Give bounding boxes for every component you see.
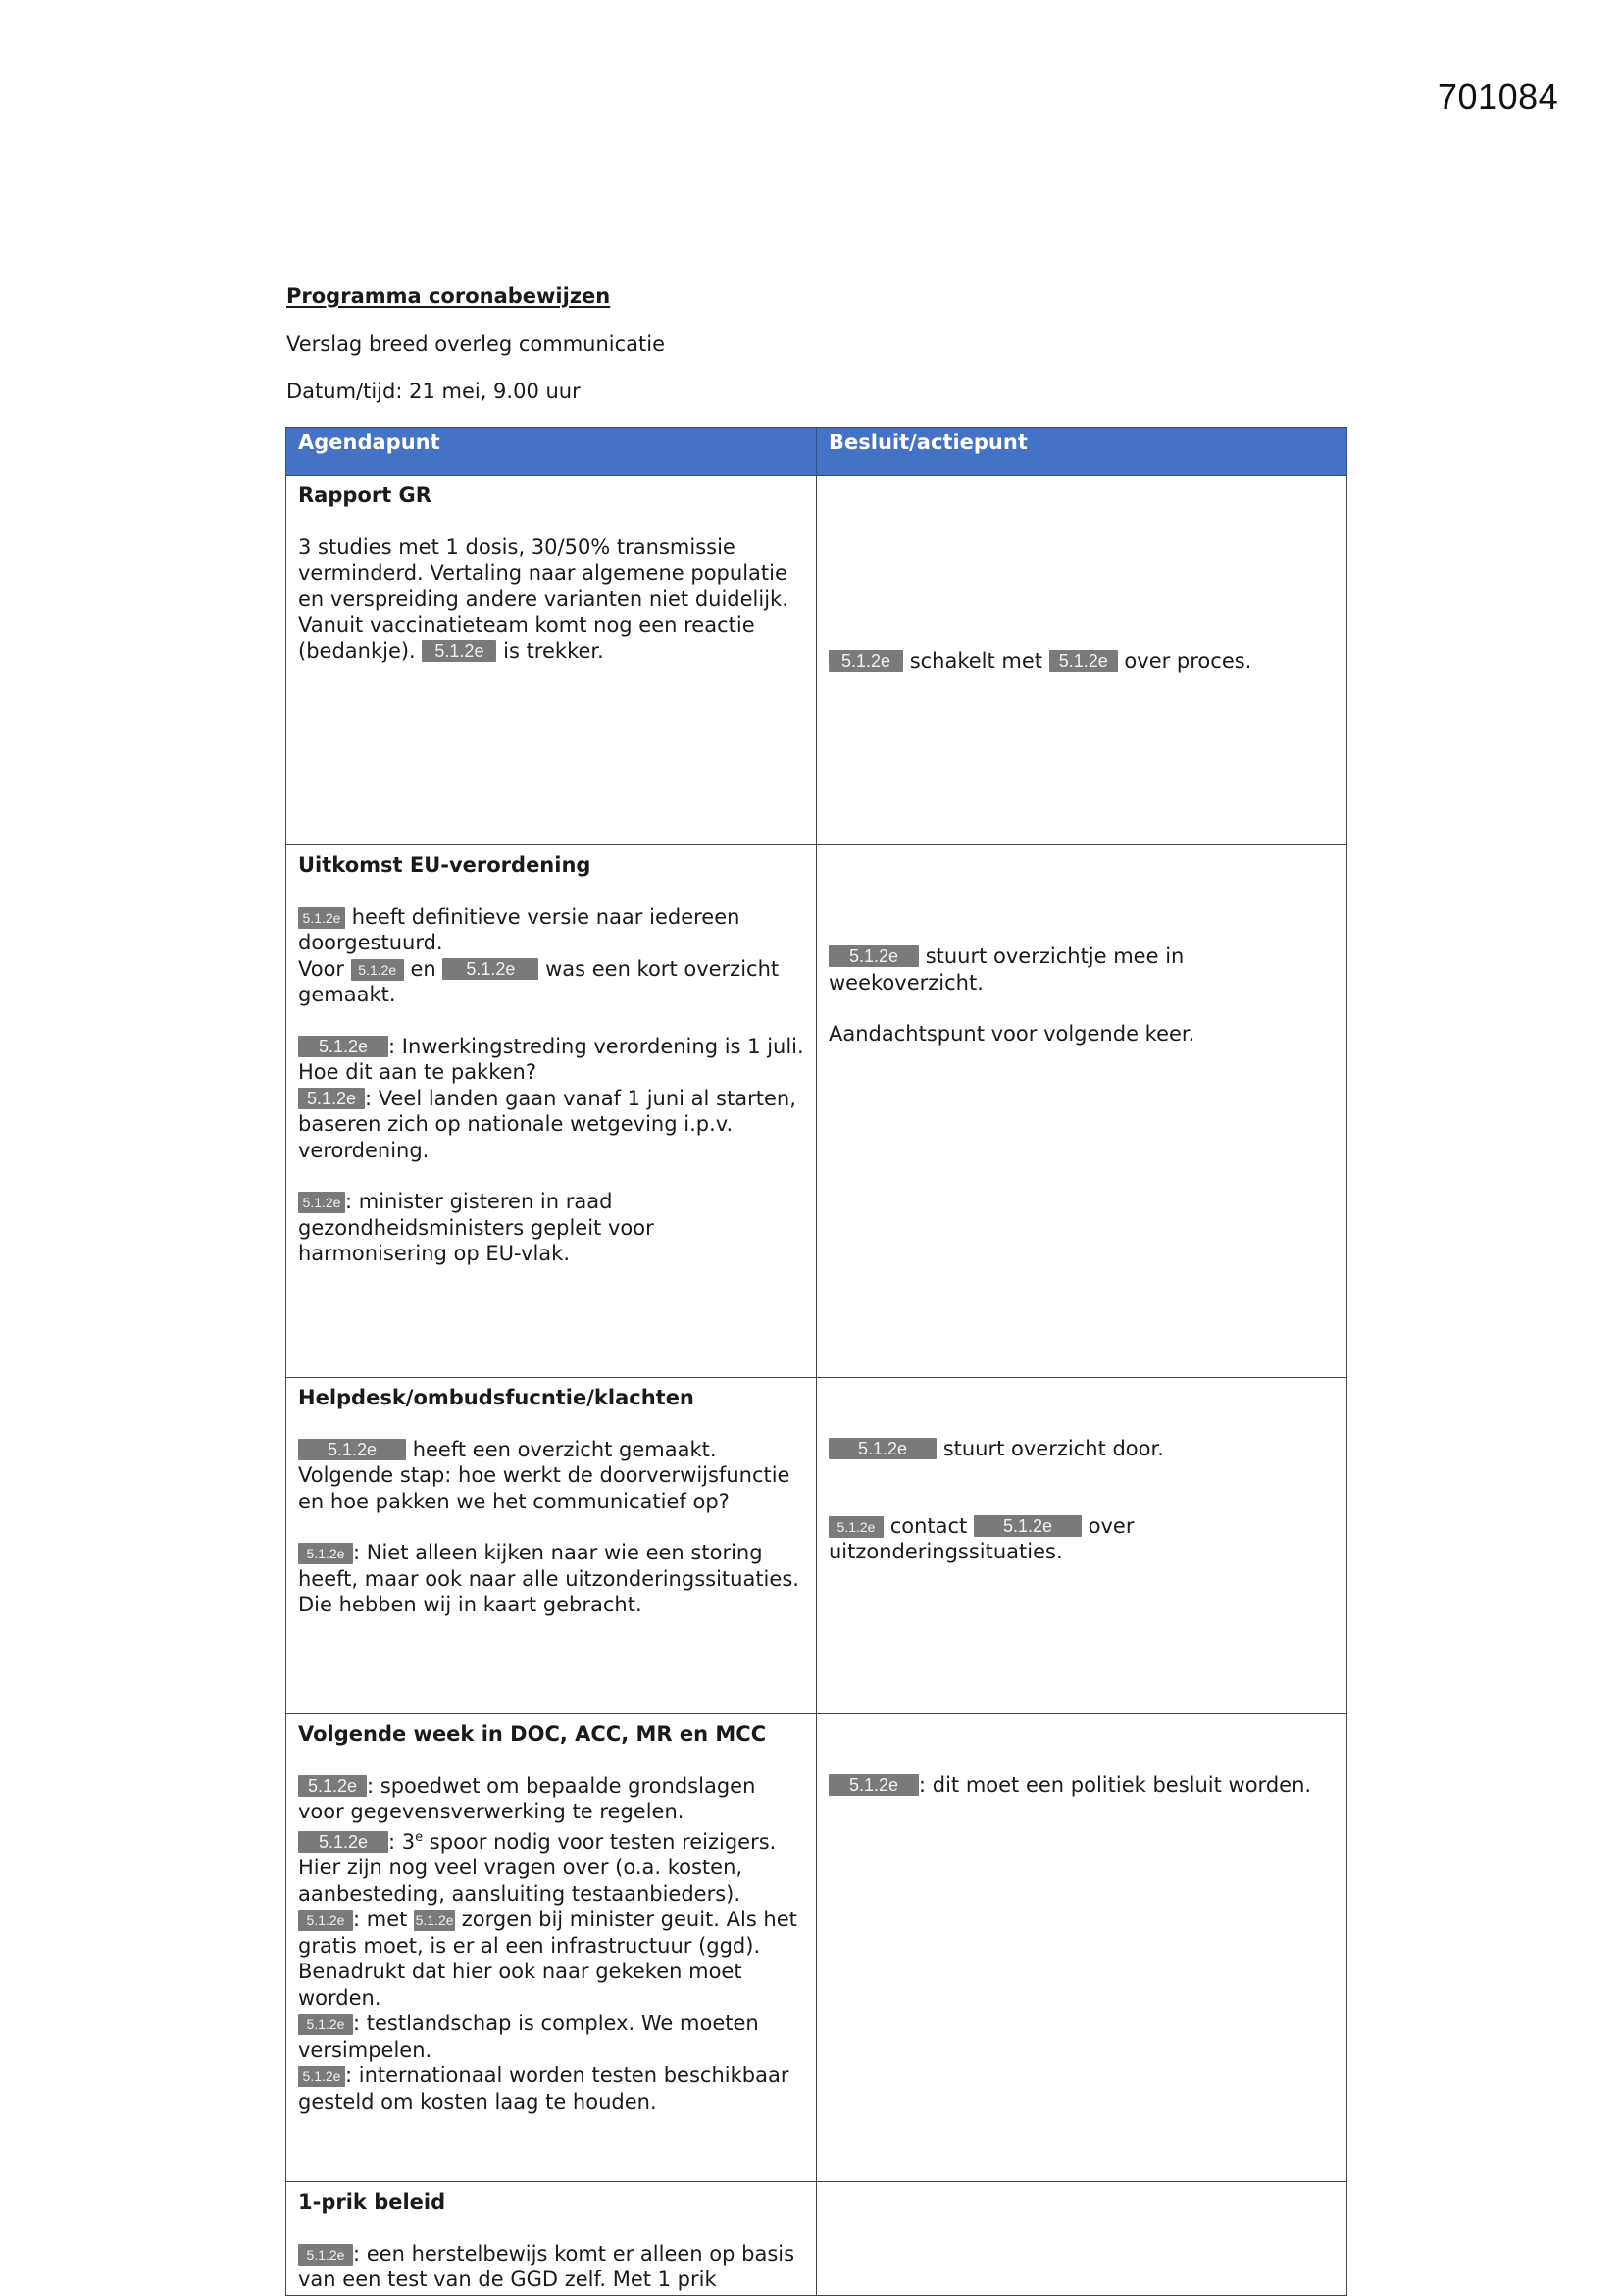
document-subtitle: Verslag breed overleg communicatie <box>286 332 666 356</box>
superscript: e <box>415 1829 424 1845</box>
agenda-text: : Veel landen gaan vanaf 1 juni al starten, baseren zich op nationale wetgeving i.p.v. verordening. <box>298 1086 796 1162</box>
agenda-text: : Inwerkingstreding verordening is 1 juli. Hoe dit aan te pakken? <box>298 1034 804 1084</box>
agenda-text: zorgen bij minister geuit. Als het gratis moet, is er al een infrastructuur (ggd). Benadrukt dat hier ook naar gekeken moet worden. <box>298 1908 797 2010</box>
agenda-text: heeft een overzicht gemaakt. <box>412 1437 717 1461</box>
agenda-cell <box>286 845 817 1378</box>
decision-text: schakelt met <box>909 649 1043 673</box>
agenda-text: : minister gisteren in raad gezondheidsministers gepleit voor harmonisering op EU-vlak. <box>298 1190 654 1265</box>
header-agendapunt: Agendapunt <box>286 428 817 476</box>
decision-text: over proces. <box>1124 649 1252 673</box>
table-row <box>286 1714 1347 2182</box>
redaction-mark: 5.1.2e <box>829 1516 884 1538</box>
header-besluit: Besluit/actiepunt <box>817 428 1347 476</box>
document-number: 701084 <box>1438 77 1559 117</box>
meeting-datetime: Datum/tijd: 21 mei, 9.00 uur <box>286 380 581 403</box>
agenda-text: en <box>410 956 436 981</box>
agenda-cell <box>286 2182 817 2296</box>
minutes-table <box>285 427 1347 2296</box>
agenda-title: Helpdesk/ombudsfucntie/klachten <box>298 1386 694 1409</box>
redaction-mark: 5.1.2e <box>298 1910 353 1931</box>
agenda-title: Uitkomst EU-verordening <box>298 853 591 877</box>
redaction-mark: 5.1.2e <box>829 945 919 967</box>
redaction-mark: 5.1.2e <box>298 1831 388 1853</box>
agenda-text: is trekker. <box>503 638 604 663</box>
redaction-mark: 5.1.2e <box>298 1775 367 1797</box>
redaction-mark: 5.1.2e <box>298 2066 345 2087</box>
agenda-cell <box>286 1378 817 1714</box>
redaction-mark: 5.1.2e <box>829 1438 937 1459</box>
decision-text: stuurt overzichtje mee in weekoverzicht. <box>829 944 1185 995</box>
table-header-row <box>286 428 1347 476</box>
agenda-text: Vanuit vaccinatieteam komt nog een reactie (bedankje). <box>298 613 755 663</box>
redaction-mark: 5.1.2e <box>414 1910 455 1931</box>
redaction-mark: 5.1.2e <box>422 640 496 662</box>
agenda-text: : een herstelbewijs komt er alleen op basis van een test van de GGD zelf. Met 1 prik <box>298 2241 795 2291</box>
table-row <box>286 1378 1347 1714</box>
agenda-title: 1-prik beleid <box>298 2190 446 2214</box>
agenda-text: : internationaal worden testen beschikbaar gesteld om kosten laag te houden. <box>298 2064 789 2114</box>
agenda-text: : testlandschap is complex. We moeten versimpelen. <box>298 2012 759 2062</box>
redaction-mark: 5.1.2e <box>829 650 903 672</box>
agenda-text: heeft definitieve versie naar iedereen doorgestuurd. <box>298 904 740 954</box>
agenda-text: spoor nodig voor testen reizigers. Hier zijn nog veel vragen over (o.a. kosten, aanbesteding, aansluiting testaanbieders). <box>298 1829 777 1906</box>
decision-text: : dit moet een politiek besluit worden. <box>919 1773 1312 1797</box>
redaction-mark: 5.1.2e <box>298 907 345 929</box>
decision-text: Aandachtspunt voor volgende keer. <box>829 1022 1195 1046</box>
agenda-cell <box>286 1714 817 2182</box>
redaction-mark: 5.1.2e <box>1049 650 1118 672</box>
decision-cell <box>817 1378 1347 1714</box>
agenda-title: Rapport GR <box>298 484 431 507</box>
decision-cell <box>817 476 1347 845</box>
decision-cell <box>817 1714 1347 2182</box>
agenda-text: : spoedwet om bepaalde grondslagen voor gegevensverwerking te regelen. <box>298 1773 756 1823</box>
redaction-mark: 5.1.2e <box>829 1774 919 1796</box>
table-row <box>286 845 1347 1378</box>
agenda-title: Volgende week in DOC, ACC, MR en MCC <box>298 1722 767 1746</box>
decision-cell <box>817 2182 1347 2296</box>
decision-text: over uitzonderingssituaties. <box>829 1513 1135 1563</box>
redaction-mark: 5.1.2e <box>442 958 538 980</box>
table-row <box>286 476 1347 845</box>
redaction-mark: 5.1.2e <box>974 1515 1082 1537</box>
agenda-text: Voor <box>298 956 345 981</box>
agenda-text: was een kort overzicht gemaakt. <box>298 956 780 1006</box>
redaction-mark: 5.1.2e <box>298 2014 353 2035</box>
redaction-mark: 5.1.2e <box>298 1439 406 1460</box>
agenda-text: 3 studies met 1 dosis, 30/50% transmissie verminderd. Vertaling naar algemene populatie en verspreiding andere varianten niet duidelijk. <box>298 535 788 611</box>
agenda-text: : 3 <box>388 1829 416 1854</box>
agenda-text: : met <box>353 1908 408 1931</box>
redaction-mark: 5.1.2e <box>351 959 404 981</box>
redaction-mark: 5.1.2e <box>298 1543 353 1564</box>
table-row <box>286 2182 1347 2296</box>
redaction-mark: 5.1.2e <box>298 2244 353 2266</box>
agenda-text: : Niet alleen kijken naar wie een storing heeft, maar ook naar alle uitzonderingssituaties. Die hebben wij in kaart gebracht. <box>298 1541 799 1616</box>
decision-text: contact <box>889 1513 968 1538</box>
redaction-mark: 5.1.2e <box>298 1192 345 1213</box>
redaction-mark: 5.1.2e <box>298 1088 365 1109</box>
decision-cell <box>817 845 1347 1378</box>
document-title: Programma coronabewijzen <box>286 284 611 308</box>
decision-text: stuurt overzicht door. <box>942 1437 1164 1460</box>
redaction-mark: 5.1.2e <box>298 1036 388 1057</box>
agenda-text: Volgende stap: hoe werkt de doorverwijsfunctie en hoe pakken we het communicatief op? <box>298 1463 790 1513</box>
agenda-cell <box>286 476 817 845</box>
